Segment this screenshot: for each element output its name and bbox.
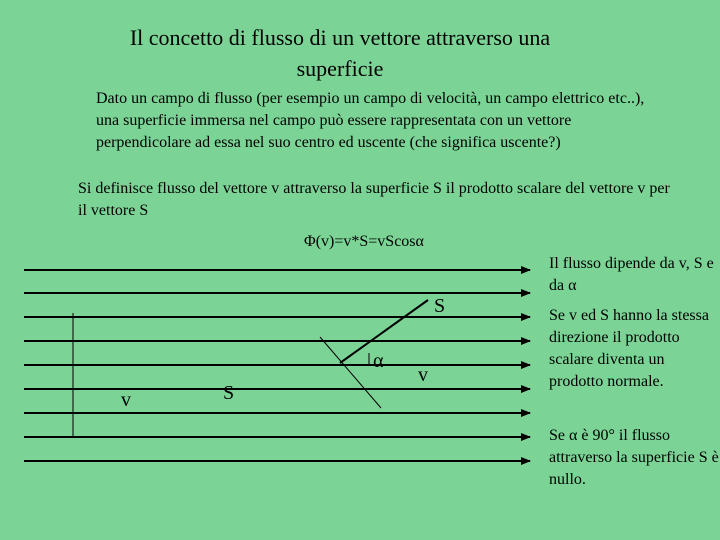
tilted-surface [320, 337, 384, 408]
flux-formula: Φ(v)=v*S=vScosα [304, 233, 424, 250]
side-note-ninety-degrees: Se α è 90° il flusso attraverso la superficie S è nullo. [549, 427, 719, 488]
tilted-surface-vector [340, 300, 428, 363]
tilted-surface-label: S [434, 295, 446, 317]
intro-paragraph: Dato un campo di flusso (per esempio un campo di velocità, un campo elettrico etc..), una superficie immersa nel campo può essere rappresentata con un vettore perpendicolare ad essa nel suo centro ed uscente (che significa uscente?) [96, 90, 645, 151]
slide-title: Il concetto di flusso di un vettore attraverso una superficie [129, 25, 551, 81]
left-velocity-label: v [121, 389, 131, 411]
alpha-label: α [373, 350, 384, 372]
side-note-same-direction: Se v ed S hanno la stessa direzione il prodotto scalare diventa un prodotto normale. [549, 307, 709, 390]
left-surface-label: S [223, 382, 235, 404]
right-velocity-label: v [418, 364, 428, 386]
side-note-dependence: Il flusso dipende da v, S e da α [549, 255, 714, 294]
definition-paragraph: Si definisce flusso del vettore v attraverso la superficie S il prodotto scalare del vettore v per il vettore S [78, 180, 670, 219]
